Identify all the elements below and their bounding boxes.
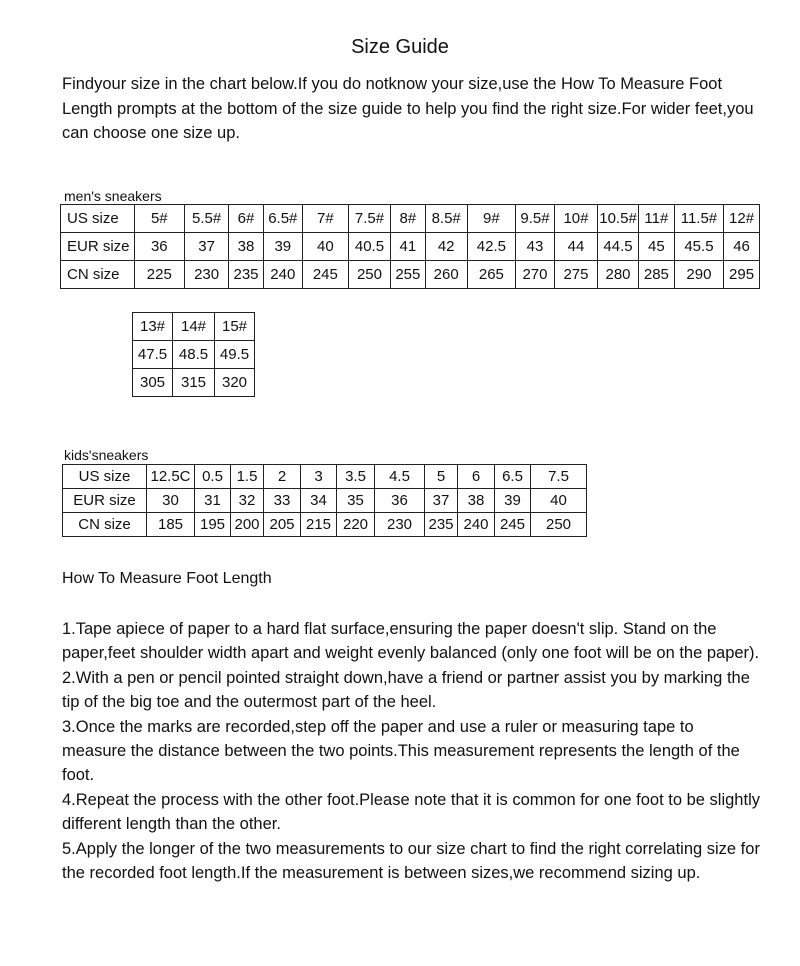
size-cell: 2 [264, 465, 301, 489]
size-cell: 205 [264, 513, 301, 537]
size-cell: 36 [375, 489, 425, 513]
size-cell: 46 [724, 233, 760, 261]
size-cell: 41 [391, 233, 426, 261]
mens-size-row-extra [133, 369, 255, 397]
size-cell: 275 [554, 261, 597, 289]
size-cell: 42.5 [467, 233, 515, 261]
row-label: EUR size [61, 233, 135, 261]
size-cell: 36 [134, 233, 184, 261]
size-cell: 3.5 [337, 465, 375, 489]
measure-step: 5.Apply the longer of the two measurements to our size chart to find the right correlating size for the recorded foot length.If the measurement is between sizes,we recommend sizing up. [62, 839, 760, 883]
size-cell: 7# [302, 205, 348, 233]
size-cell: 5 [425, 465, 458, 489]
size-cell: 235 [229, 261, 264, 289]
row-label: US size [63, 465, 147, 489]
size-cell: 34 [301, 489, 337, 513]
size-cell: 1.5 [231, 465, 264, 489]
size-cell: 285 [639, 261, 675, 289]
size-cell: 225 [134, 261, 184, 289]
size-cell: 250 [348, 261, 390, 289]
size-cell: 48.5 [173, 341, 215, 369]
measure-step: 2.With a pen or pencil pointed straight down,have a friend or partner assist you by marking the tip of the big toe and the outermost part of the heel. [62, 668, 750, 712]
size-cell: 245 [495, 513, 531, 537]
size-cell: 255 [391, 261, 426, 289]
size-cell: 290 [674, 261, 723, 289]
size-cell: 215 [301, 513, 337, 537]
size-cell: 15# [215, 313, 255, 341]
size-cell: 195 [195, 513, 231, 537]
mens-size-row-extra [133, 341, 255, 369]
size-cell: 49.5 [215, 341, 255, 369]
size-cell: 250 [531, 513, 587, 537]
size-cell: 12# [724, 205, 760, 233]
size-cell: 12.5C [147, 465, 195, 489]
size-cell: 200 [231, 513, 264, 537]
kids-size-row [63, 513, 587, 537]
mens-size-row [61, 233, 760, 261]
size-cell: 305 [133, 369, 173, 397]
size-cell: 0.5 [195, 465, 231, 489]
kids-size-row [63, 465, 587, 489]
kids-table-caption: kids'sneakers [64, 447, 149, 463]
size-cell: 32 [231, 489, 264, 513]
size-cell: 37 [425, 489, 458, 513]
mens-size-row-extra [133, 313, 255, 341]
size-cell: 6.5 [495, 465, 531, 489]
size-cell: 3 [301, 465, 337, 489]
size-cell: 45 [639, 233, 675, 261]
size-cell: 44.5 [598, 233, 639, 261]
size-cell: 270 [516, 261, 555, 289]
size-cell: 14# [173, 313, 215, 341]
size-cell: 40 [302, 233, 348, 261]
size-cell: 38 [229, 233, 264, 261]
measure-step: 3.Once the marks are recorded,step off the paper and use a ruler or measuring tape to measure the distance between the two points.This measurement represents the length of the foot. [62, 717, 740, 785]
size-cell: 6.5# [263, 205, 302, 233]
size-cell: 8.5# [425, 205, 467, 233]
size-cell: 6 [458, 465, 495, 489]
size-cell: 39 [495, 489, 531, 513]
size-cell: 11# [639, 205, 675, 233]
page-title: Size Guide [351, 36, 449, 58]
row-label: CN size [63, 513, 147, 537]
intro-text: Findyour size in the chart below.If you do notknow your size,use the How To Measure Foot Length prompts at the bottom of the size guide to help you find the right size.For wider feet,you can choose one size up. [62, 75, 754, 142]
measure-step: 4.Repeat the process with the other foot.Please note that it is common for one foot to be slightly different length than the other. [62, 790, 760, 834]
size-cell: 8# [391, 205, 426, 233]
size-cell: 13# [133, 313, 173, 341]
size-cell: 235 [425, 513, 458, 537]
size-cell: 265 [467, 261, 515, 289]
size-cell: 280 [598, 261, 639, 289]
size-cell: 5.5# [185, 205, 229, 233]
size-cell: 33 [264, 489, 301, 513]
size-cell: 10# [554, 205, 597, 233]
mens-size-table-extra [132, 312, 255, 397]
size-cell: 315 [173, 369, 215, 397]
size-cell: 220 [337, 513, 375, 537]
size-cell: 6# [229, 205, 264, 233]
size-cell: 240 [263, 261, 302, 289]
size-cell: 38 [458, 489, 495, 513]
size-cell: 230 [375, 513, 425, 537]
measure-step: 1.Tape apiece of paper to a hard flat surface,ensuring the paper doesn't slip. Stand on the paper,feet shoulder width apart and weight evenly balanced (only one foot will be on the paper). [62, 620, 760, 663]
size-cell: 260 [425, 261, 467, 289]
size-cell: 45.5 [674, 233, 723, 261]
size-cell: 245 [302, 261, 348, 289]
size-cell: 47.5 [133, 341, 173, 369]
size-cell: 31 [195, 489, 231, 513]
measure-section-title: How To Measure Foot Length [62, 570, 272, 587]
size-cell: 9.5# [516, 205, 555, 233]
size-cell: 7.5 [531, 465, 587, 489]
size-cell: 9# [467, 205, 515, 233]
size-cell: 7.5# [348, 205, 390, 233]
row-label: CN size [61, 261, 135, 289]
size-cell: 320 [215, 369, 255, 397]
mens-size-row [61, 205, 760, 233]
size-cell: 39 [263, 233, 302, 261]
size-cell: 240 [458, 513, 495, 537]
size-cell: 4.5 [375, 465, 425, 489]
size-cell: 35 [337, 489, 375, 513]
size-cell: 43 [516, 233, 555, 261]
size-cell: 40 [531, 489, 587, 513]
kids-size-table [62, 464, 587, 537]
measure-steps [62, 617, 762, 885]
row-label: EUR size [63, 489, 147, 513]
size-cell: 40.5 [348, 233, 390, 261]
kids-size-row [63, 489, 587, 513]
size-cell: 295 [724, 261, 760, 289]
size-cell: 10.5# [598, 205, 639, 233]
row-label: US size [61, 205, 135, 233]
size-cell: 44 [554, 233, 597, 261]
mens-size-row [61, 261, 760, 289]
size-cell: 230 [185, 261, 229, 289]
size-cell: 11.5# [674, 205, 723, 233]
size-cell: 185 [147, 513, 195, 537]
mens-size-table [60, 204, 760, 289]
size-cell: 5# [134, 205, 184, 233]
size-cell: 37 [185, 233, 229, 261]
size-cell: 30 [147, 489, 195, 513]
mens-table-caption: men's sneakers [64, 188, 162, 204]
size-cell: 42 [425, 233, 467, 261]
